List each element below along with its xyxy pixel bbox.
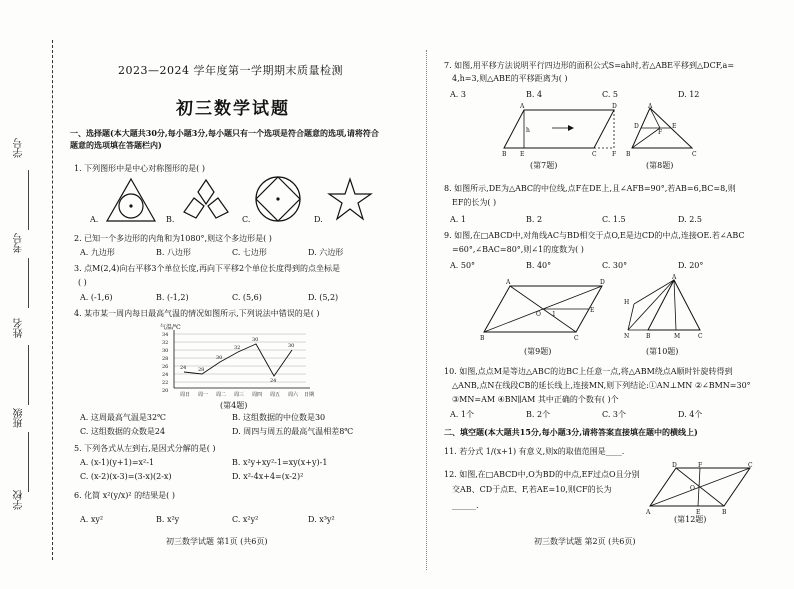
svg-text:A: A (648, 103, 653, 110)
svg-text:B: B (502, 151, 507, 158)
margin-fill-line (28, 345, 29, 405)
q2-option-d: D. 六边形 (308, 248, 344, 257)
svg-text:24: 24 (162, 372, 169, 378)
q7-line1: 7. 如图,用平移方法说明平行四边形的面积公式S=ah时,若△ABE平移到△DCF,a= (444, 61, 735, 70)
q9-option-b: B. 40° (526, 261, 552, 270)
svg-text:A: A (646, 509, 651, 516)
q10-line3: ③MN=AM ④BN∥AM 其中正确的个数有( )个 (452, 395, 619, 404)
q8-line1: 8. 如图所示,DE为△ABC的中位线,点F在DE上,且∠AFB=90°,若AB=6,BC=8,则 (444, 184, 736, 193)
svg-text:F: F (658, 129, 663, 136)
svg-text:32: 32 (162, 340, 169, 346)
footer-right: 初三数学试题 第2页 (共6页) (534, 537, 636, 546)
q9-line2: =60°,∠BAC=80°,则∠1的度数为( ) (452, 245, 584, 254)
svg-text:O: O (690, 485, 695, 492)
q10-option-b: B. 2个 (526, 410, 551, 419)
margin-label-class: 班级 (14, 408, 25, 428)
q1-figure-a (104, 176, 158, 224)
q6-option-d: D. x³y² (308, 515, 335, 524)
q8-option-d: D. 2.5 (678, 215, 702, 224)
svg-text:B: B (480, 335, 485, 342)
q12-figure (646, 462, 756, 516)
svg-text:日期: 日期 (304, 392, 315, 398)
q8-option-c: C. 1.5 (602, 215, 626, 224)
q1-figure-b (178, 178, 234, 222)
svg-text:24: 24 (180, 365, 187, 371)
q3-option-a: A. (-1,6) (80, 293, 113, 302)
svg-text:C: C (698, 333, 703, 340)
q4-figure-label: (第4题) (220, 401, 248, 410)
margin-label-name: 姓名 (14, 318, 25, 338)
q11-stem: 11. 若分式 1/(x+1) 有意义,则x的取值范围是____. (444, 447, 625, 456)
svg-text:C: C (748, 462, 753, 469)
q1-option-b: B. (166, 215, 175, 224)
svg-text:B: B (626, 151, 631, 158)
q6-option-c: C. x²y² (232, 515, 259, 524)
q2-stem: 2. 已知一个多边形的内角和为1080°,则这个多边形是( ) (74, 234, 272, 243)
q10-line2: △ANB,点N在线段CB的延长线上,连接MN,则下列结论:①AN⊥MN ②∠BMN=30° (452, 381, 751, 390)
q7-figure (504, 102, 624, 158)
q10-figure-label: (第10题) (646, 347, 679, 356)
q9-option-a: A. 50° (450, 261, 476, 270)
q10-option-a: A. 1个 (450, 410, 474, 419)
margin-fill-line (28, 258, 29, 308)
svg-text:28: 28 (198, 367, 205, 373)
q10-option-d: D. 4个 (678, 410, 703, 419)
svg-text:E: E (590, 307, 595, 314)
section1-heading: 一、选择题(本大题共30分,每小题3分,每小题只有一个选项是符合题意的选项,请将符合题意的选项填在答题栏内) (70, 128, 379, 150)
subject-title: 初三数学试题 (176, 99, 290, 119)
svg-text:20: 20 (162, 388, 169, 394)
svg-text:周五: 周五 (270, 392, 281, 398)
svg-text:28: 28 (162, 356, 169, 362)
q10-option-c: C. 3个 (602, 410, 627, 419)
svg-text:B: B (646, 333, 651, 340)
svg-text:32: 32 (234, 345, 241, 351)
q3-option-c: C. (5,6) (232, 293, 262, 302)
svg-text:30: 30 (288, 343, 295, 349)
section2-heading: 二、填空题(本大题共15分,每小题3分,请将答案直接填在题中的横线上) (444, 427, 698, 437)
q12-line1: 12. 如图,在□ABCD中,O为BD的中点,EF过点O且分别 (444, 470, 640, 479)
q7-option-a: A. 3 (450, 90, 466, 99)
svg-text:E: E (672, 123, 677, 130)
svg-text:34: 34 (162, 332, 169, 338)
q7-line2: 4,h=3,则△ABE的平移距离为( ) (452, 74, 568, 83)
exam-title: 2023—2024 学年度第一学期期末质量检测 (118, 64, 343, 77)
q8-line2: EF的长为( ) (452, 198, 497, 207)
svg-text:周六: 周六 (288, 392, 299, 398)
svg-text:30: 30 (162, 348, 169, 354)
q5-option-a: A. (x-1)(y+1)=x²-1 (80, 458, 155, 467)
q5-option-b: B. x²y+xy²-1=xy(x+y)-1 (232, 458, 328, 467)
q1-option-a: A. (90, 215, 99, 224)
svg-text:D: D (634, 123, 639, 130)
svg-text:F: F (698, 462, 703, 469)
svg-text:24: 24 (270, 378, 277, 384)
svg-text:C: C (592, 151, 597, 158)
q9-line1: 9. 如图,在□ABCD中,对角线AC与BD相交于点O,E是边CD的中点,连接OE.若∠ABC (444, 231, 745, 240)
q8-figure (628, 104, 702, 160)
q4-option-d: D. 周四与周五的最高气温相差8℃ (232, 427, 354, 436)
q7-option-b: B. 4 (526, 90, 543, 99)
q7-figure-label: (第7题) (530, 161, 558, 170)
q7-option-d: D. 12 (678, 90, 700, 99)
svg-text:26: 26 (162, 364, 169, 370)
q6-option-b: B. x²y (156, 515, 180, 524)
binding-margin (0, 0, 60, 589)
margin-label-student-no: 学号 (14, 138, 25, 158)
q12-figure-label: (第12题) (674, 515, 707, 524)
q6-stem: 6. 化简 x²(y/x)² 的结果是( ) (74, 491, 175, 500)
svg-text:N: N (624, 333, 630, 340)
svg-text:周二: 周二 (216, 392, 227, 398)
svg-text:周四: 周四 (252, 392, 263, 398)
q2-option-b: B. 八边形 (156, 248, 191, 257)
svg-text:C: C (692, 151, 697, 158)
q9-option-c: C. 30° (602, 261, 628, 270)
svg-text:B: B (722, 509, 727, 516)
svg-text:气温/℃: 气温/℃ (160, 324, 181, 331)
q7-option-c: C. 5 (602, 90, 619, 99)
svg-text:周三: 周三 (234, 392, 245, 398)
svg-text:周一: 周一 (198, 392, 209, 398)
svg-text:30: 30 (252, 337, 259, 343)
q4-temperature-chart (156, 322, 316, 400)
q3-stem: 3. 点M(2,4)向右平移3个单位长度,再向下平移2个单位长度得到的点坐标是 (74, 264, 341, 273)
svg-text:D: D (672, 462, 677, 469)
q5-option-d: D. x²-4x+4=(x-2)² (232, 472, 304, 481)
margin-label-exam-no: 考号 (14, 233, 25, 253)
q2-option-c: C. 七边形 (232, 248, 267, 257)
q1-option-d: D. (314, 215, 323, 224)
margin-fill-line (28, 432, 29, 492)
svg-text:D: D (612, 103, 617, 110)
svg-text:H: H (624, 299, 630, 306)
q5-stem: 5. 下列各式从左到右,是因式分解的是( ) (74, 444, 216, 453)
q8-option-a: A. 1 (450, 215, 466, 224)
margin-label-school: 学校 (14, 490, 25, 510)
q1-option-c: C. (242, 215, 251, 224)
svg-text:E: E (696, 509, 701, 516)
q1-stem: 1. 下列图形中是中心对称图形的是( ) (74, 164, 205, 173)
svg-text:1: 1 (552, 311, 556, 318)
q10-line1: 10. 如图,点点M是等边△ABC的边BC上任意一点,将△ABM绕点A顺时针旋转得到 (444, 367, 733, 376)
svg-text:C: C (574, 335, 579, 342)
margin-fill-line (28, 170, 29, 230)
svg-text:A: A (672, 274, 677, 281)
svg-text:周日: 周日 (180, 392, 191, 398)
svg-text:O: O (536, 311, 541, 318)
q5-option-c: C. (x-2)(x-3)=(3-x)(2-x) (80, 472, 172, 481)
q3-option-b: B. (-1,2) (156, 293, 189, 302)
svg-text:D: D (600, 279, 605, 286)
q10-figure (622, 274, 718, 344)
svg-text:A: A (520, 103, 525, 110)
q2-option-a: A. 九边形 (80, 248, 115, 257)
q9-option-d: D. 20° (678, 261, 704, 270)
svg-text:A: A (506, 279, 511, 286)
q12-line2: 交AB、CD于点E、F,若AE=10,则CF的长为 (452, 485, 612, 494)
q4-option-b: B. 这组数据的中位数是30 (232, 413, 326, 422)
q6-option-a: A. xy² (80, 515, 104, 524)
q1-figure-c (252, 174, 304, 224)
q12-line3: ______. (452, 501, 479, 510)
footer-left: 初三数学试题 第1页 (共6页) (166, 537, 268, 546)
q3-paren: ( ) (78, 278, 87, 287)
q3-option-d: D. (5,2) (308, 293, 339, 302)
svg-text:22: 22 (162, 380, 169, 386)
q1-figure-d (326, 176, 374, 224)
svg-text:F: F (612, 151, 617, 158)
q9-figure-label: (第9题) (524, 347, 552, 356)
q4-stem: 4. 某市某一周内每日最高气温的情况如图所示,下列说法中错误的是( ) (74, 309, 320, 318)
q8-figure-label: (第8题) (646, 161, 674, 170)
q4-option-c: C. 这组数据的众数是24 (80, 427, 166, 436)
q8-option-b: B. 2 (526, 215, 543, 224)
svg-text:E: E (520, 151, 525, 158)
q4-option-a: A. 这周最高气温是32℃ (80, 413, 166, 422)
svg-text:h: h (526, 127, 530, 134)
cut-line (52, 40, 53, 560)
column-divider (426, 50, 427, 570)
svg-text:30: 30 (216, 355, 223, 361)
q9-figure (480, 278, 610, 344)
svg-text:M: M (674, 333, 681, 340)
